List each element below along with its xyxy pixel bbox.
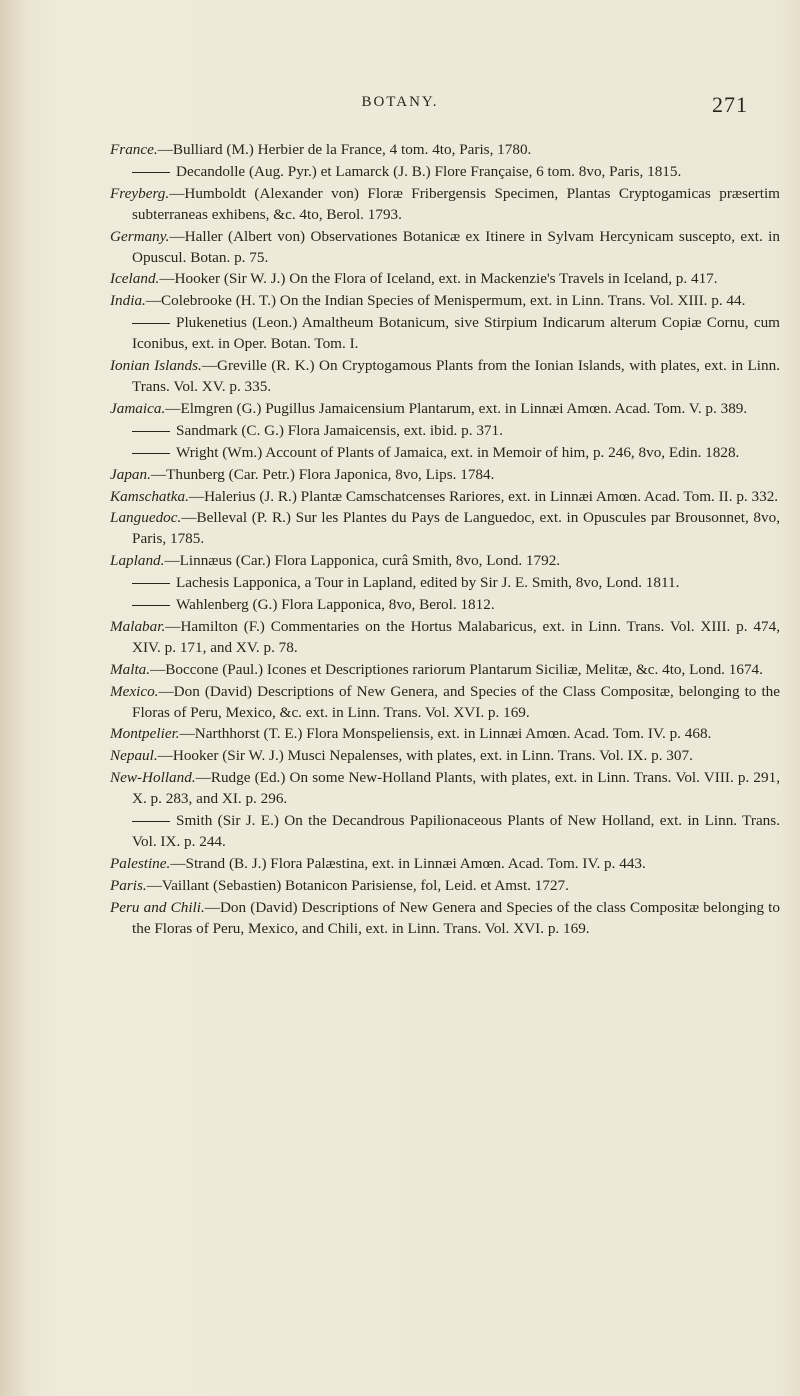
entry-text: —Belleval (P. R.) Sur les Plantes du Pays de Languedoc, ext. in Opuscules par Brousonnet, 8vo, Paris, 1785.	[132, 509, 780, 548]
bibliography-entry	[110, 227, 780, 269]
bibliography-entry	[110, 573, 780, 594]
entry-place: Freyberg.	[110, 184, 170, 202]
ditto-rule	[132, 453, 170, 454]
bibliography-entry	[110, 443, 780, 464]
entry-text: Sandmark (C. G.) Flora Jamaicensis, ext. ibid. p. 371.	[176, 421, 503, 439]
bibliography-entry	[110, 162, 780, 183]
bibliography-entry	[110, 487, 780, 508]
entry-text: —Humboldt (Alexander von) Floræ Fribergensis Specimen, Plantas Cryptogamicas præsertim subterraneas exhibens, &c. 4to, Berol. 1793.	[132, 184, 780, 223]
ditto-rule	[132, 323, 170, 324]
bibliography-entry	[110, 184, 780, 226]
entry-place: Japan.	[110, 465, 151, 483]
entry-text: —Don (David) Descriptions of New Genera, and Species of the Class Compositæ, belonging to the Floras of Peru, Mexico, &c. ext. in Linn. Trans. Vol. XVI. p. 169.	[132, 682, 780, 721]
entry-text: —Narthhorst (T. E.) Flora Monspeliensis, ext. in Linnæi Amœn. Acad. Tom. IV. p. 468.	[179, 725, 712, 743]
ditto-rule	[132, 172, 170, 173]
entry-text: —Vaillant (Sebastien) Botanicon Parisiense, fol, Leid. et Amst. 1727.	[146, 876, 569, 894]
entry-text: —Strand (B. J.) Flora Palæstina, ext. in Linnæi Amœn. Acad. Tom. IV. p. 443.	[170, 854, 646, 872]
entry-text: Lachesis Lapponica, a Tour in Lapland, edited by Sir J. E. Smith, 8vo, Lond. 1811.	[176, 574, 680, 592]
bibliography-entry	[110, 682, 780, 724]
entry-text: —Boccone (Paul.) Icones et Descriptiones rariorum Plantarum Siciliæ, Melitæ, &c. 4to, Lond. 1674.	[150, 660, 763, 678]
entry-text: Plukenetius (Leon.) Amaltheum Botanicum, sive Stirpium Indicarum alterum Copiæ Cornu, cum Iconibus, ext. in Oper. Botan. Tom. I.	[132, 314, 780, 353]
entry-text: —Don (David) Descriptions of New Genera and Species of the class Compositæ belonging to the Floras of Peru, Mexico, and Chili, ext. in Linn. Trans. Vol. XVI. p. 169.	[132, 898, 780, 937]
ditto-rule	[132, 821, 170, 822]
entry-text: —Hooker (Sir W. J.) On the Flora of Iceland, ext. in Mackenzie's Travels in Iceland, p. 417.	[159, 270, 718, 288]
entry-text: Decandolle (Aug. Pyr.) et Lamarck (J. B.) Flore Française, 6 tom. 8vo, Paris, 1815.	[176, 162, 682, 180]
bibliography-entry	[110, 724, 780, 745]
entry-place: India.	[110, 292, 146, 310]
entry-place: Malabar.	[110, 617, 166, 635]
entry-place: Iceland.	[110, 270, 160, 288]
entry-text: —Greville (R. K.) On Cryptogamous Plants from the Ionian Islands, with plates, ext. in Linn. Trans. Vol. XV. p. 335.	[132, 357, 780, 395]
ditto-rule	[132, 605, 170, 606]
bibliography-entry	[110, 660, 780, 681]
entry-place: Jamaica.	[110, 399, 166, 417]
entry-text: —Haller (Albert von) Observationes Botanicæ ex Itinere in Sylvam Hercynicam suscepto, ext. in Opuscul. Botan. p. 75.	[132, 227, 780, 266]
entry-place: Montpelier.	[110, 725, 180, 743]
bibliography-entry	[110, 508, 780, 550]
entry-place: Ionian Islands.	[110, 357, 202, 375]
entry-text: —Colebrooke (H. T.) On the Indian Species of Menispermum, ext. in Linn. Trans. Vol. XIII. p. 44.	[145, 292, 746, 310]
bibliography-entry	[110, 269, 780, 290]
entry-text: —Linnæus (Car.) Flora Lapponica, curâ Smith, 8vo, Lond. 1792.	[164, 552, 561, 570]
entry-place: Lapland.	[110, 552, 165, 570]
bibliography-entry	[110, 421, 780, 442]
entry-place: Kamschatka.	[110, 487, 189, 505]
entry-text: —Bulliard (M.) Herbier de la France, 4 tom. 4to, Paris, 1780.	[157, 141, 532, 158]
bibliography-entry	[110, 811, 780, 853]
entry-place: Mexico.	[110, 682, 159, 700]
running-head-title: BOTANY.	[361, 94, 439, 110]
entry-place: Languedoc.	[110, 509, 182, 527]
entry-text: —Hamilton (F.) Commentaries on the Hortus Malabaricus, ext. in Linn. Trans. Vol. XIII. p. 474, XIV. p. 171, and XV. p. 78.	[132, 617, 780, 656]
ditto-rule	[132, 431, 170, 432]
bibliography-entry	[110, 551, 780, 572]
entry-place: Paris.	[110, 876, 147, 894]
entry-text: —Thunberg (Car. Petr.) Flora Japonica, 8vo, Lips. 1784.	[150, 465, 495, 483]
bibliography-entry	[110, 768, 780, 810]
entry-text: —Hooker (Sir W. J.) Musci Nepalenses, with plates, ext. in Linn. Trans. Vol. IX. p. 307.	[157, 747, 693, 765]
entry-text: Wahlenberg (G.) Flora Lapponica, 8vo, Berol. 1812.	[176, 596, 495, 614]
bibliography-entry	[110, 399, 780, 420]
entry-place: France.	[110, 141, 158, 158]
entry-text: Wright (Wm.) Account of Plants of Jamaica, ext. in Memoir of him, p. 246, 8vo, Edin. 1828.	[176, 443, 740, 461]
bibliography-entry	[110, 854, 780, 875]
entry-place: Peru and Chili.	[110, 898, 205, 916]
bibliography-entry	[110, 356, 780, 398]
entry-text: —Elmgren (G.) Pugillus Jamaicensium Plantarum, ext. in Linnæi Amœn. Acad. Tom. V. p. 389.	[165, 399, 748, 417]
entry-text: —Rudge (Ed.) On some New-Holland Plants, with plates, ext. in Linn. Trans. Vol. VIII. p. 291, X. p. 283, and XI. p. 296.	[132, 769, 780, 808]
entry-place: Palestine.	[110, 854, 171, 872]
entry-place: Nepaul.	[110, 747, 158, 765]
entry-text: —Halerius (J. R.) Plantæ Camschatcenses Rariores, ext. in Linnæi Amœn. Acad. Tom. II. p. 332.	[188, 487, 779, 505]
bibliography-entry	[110, 746, 780, 767]
ditto-rule	[132, 583, 170, 584]
entry-place: Germany.	[110, 227, 170, 245]
bibliography-entry	[110, 876, 780, 897]
page-number: 271	[712, 92, 748, 117]
entry-place: New-Holland.	[110, 769, 196, 787]
bibliography-entry	[110, 898, 780, 940]
bibliography-entry	[110, 313, 780, 355]
entry-text: Smith (Sir J. E.) On the Decandrous Papilionaceous Plants of New Holland, ext. in Linn. Trans. Vol. IX. p. 244.	[132, 812, 780, 850]
bibliography-entry	[110, 291, 780, 312]
bibliography-entry	[110, 465, 780, 486]
bibliography-entry	[110, 140, 780, 161]
bibliography-list	[110, 140, 780, 941]
bibliography-entry	[110, 617, 780, 659]
entry-place: Malta.	[110, 660, 151, 678]
bibliography-entry	[110, 595, 780, 616]
running-head	[0, 92, 800, 120]
